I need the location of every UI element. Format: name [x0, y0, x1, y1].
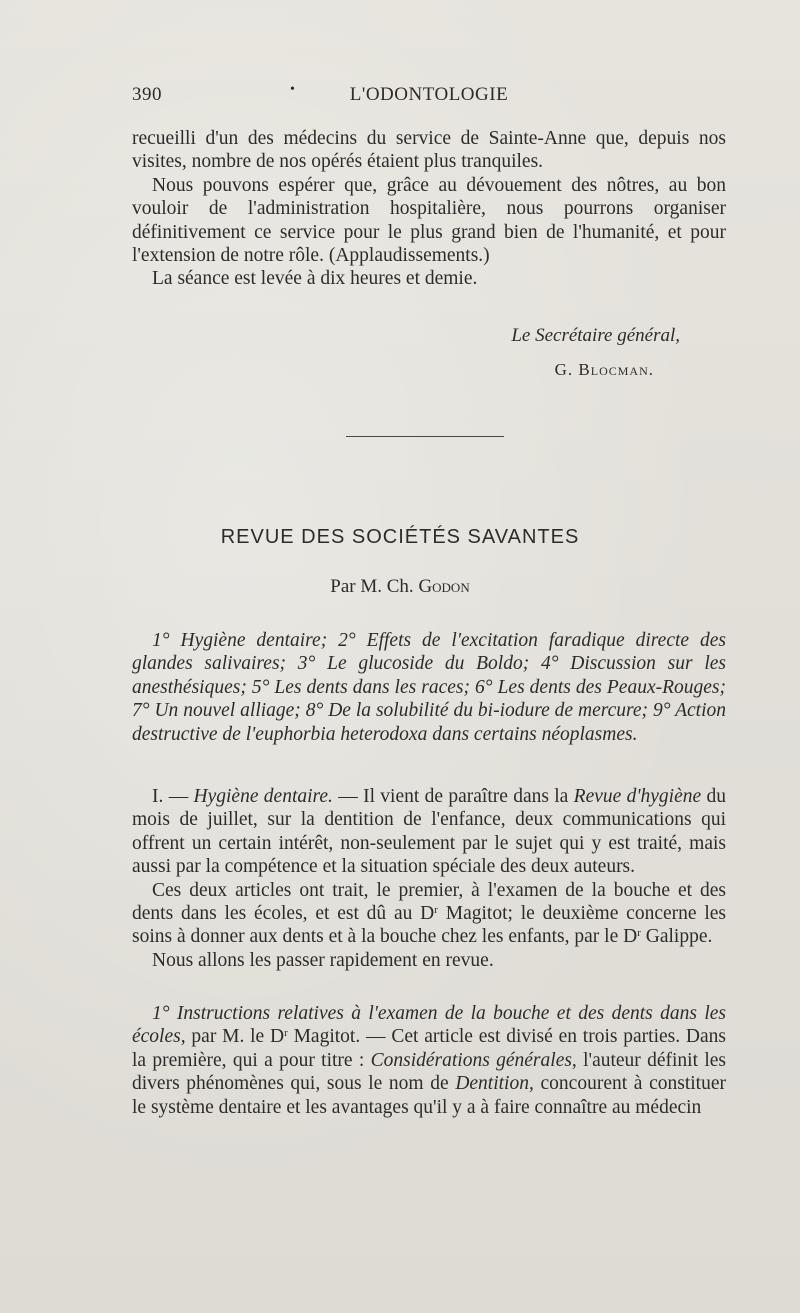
item-1-text-d: concourent à constituer le système dentaire et les avantages qu'il y a à faire connaître au médecin: [132, 1073, 726, 1118]
header-dot: •: [290, 82, 296, 97]
superscript: r: [284, 1027, 288, 1040]
section-1-p2-c: Galippe.: [640, 926, 713, 948]
summary-paragraph: 1° Hygiène dentaire; 2° Effets de l'excitation faradique directe des glandes salivaires; 3° Le glucoside du Boldo; 4° Discussion sur les anesthésiques; 5° Les dents dans les races; 6° Les dents des Peaux-Rouges; 7° Un nouvel alliage; 8° De la solubilité du bi-iodure de mercure; 9° Action destructive de l'euphorbia heterodoxa dans certains néoplasmes.: [132, 630, 726, 745]
item-1-text-c: l'auteur définit les divers phénomènes qui, sous le nom de: [132, 1049, 726, 1095]
item-1-paragraph: [132, 1002, 726, 1119]
section-1-text-b: du mois de juillet, sur la dentition de l'enfance, deux communications qui offrent un certain intérêt, non-seulement par le sujet qui y est traité, mais aussi par la compétence et la situation spéciale des deux auteurs.: [132, 786, 726, 878]
section-1-number: I. —: [152, 786, 194, 807]
journal-name: Revue d'hygiène: [573, 786, 702, 807]
byline-author: Godon: [418, 576, 470, 597]
dentition-term: Dentition,: [455, 1073, 534, 1095]
section-1-paragraph-1: [132, 785, 726, 879]
byline: [0, 576, 800, 598]
intro-text: [132, 127, 726, 291]
item-1-text-b: Magitot. — Cet article est divisé en trois parties. Dans la première, qui a pour titre :: [132, 1026, 726, 1071]
section-1-p2-a: Ces deux articles ont trait, le premier, à l'examen de la bouche et des dents dans les écoles, et est dû au D: [132, 879, 726, 925]
section-1-paragraph-2: [132, 879, 726, 949]
signature-initial: G.: [554, 360, 574, 379]
intro-paragraph-1: recueilli d'un des médecins du service de Sainte-Anne que, depuis nos visites, nombre de nos opérés étaient plus tranquiles.: [132, 128, 726, 173]
section-divider: [346, 436, 504, 437]
item-1-text-a: par M. le D: [185, 1026, 285, 1048]
summary-text: [132, 629, 726, 746]
item-1-title: 1° Instructions relatives à l'examen de la bouche et des dents dans les écoles,: [132, 1003, 726, 1048]
superscript: r: [637, 927, 641, 940]
signature-name: Blocman.: [578, 360, 654, 379]
superscript: r: [434, 904, 438, 917]
intro-paragraph-2: Nous pouvons espérer que, grâce au dévouement des nôtres, au bon vouloir de l'administration hospitalière, nous pourrons organiser définitivement ce service pour le plus grand bien de l'humanité, et pour l'extension de notre rôle. (Applaudissements.): [132, 174, 726, 267]
section-1-paragraph-3: Nous allons les passer rapidement en revue.: [152, 949, 494, 971]
intro-paragraph-3: La séance est levée à dix heures et demie.: [152, 268, 478, 290]
page-header: [132, 84, 726, 110]
byline-prefix: Par M. Ch.: [330, 576, 414, 597]
signature-name-line: [555, 360, 654, 380]
part-title: Considérations générales,: [370, 1049, 577, 1071]
section-1-p2-b: Magitot; le deuxième concerne les soins à donner aux dents et à la bouche chez les enfants, par le D: [132, 903, 726, 948]
section-1-title: Hygiène dentaire.: [193, 786, 333, 807]
page-number: 390: [132, 84, 162, 105]
running-title: L'ODONTOLOGIE: [349, 84, 509, 105]
section-title: REVUE DES SOCIÉTÉS SAVANTES: [220, 526, 580, 548]
section-1-text-a: — Il vient de paraître dans la: [332, 786, 574, 807]
section-1-text: [132, 785, 726, 972]
item-1-text: [132, 1002, 726, 1119]
signature-role: Le Secrétaire général,: [511, 325, 680, 346]
